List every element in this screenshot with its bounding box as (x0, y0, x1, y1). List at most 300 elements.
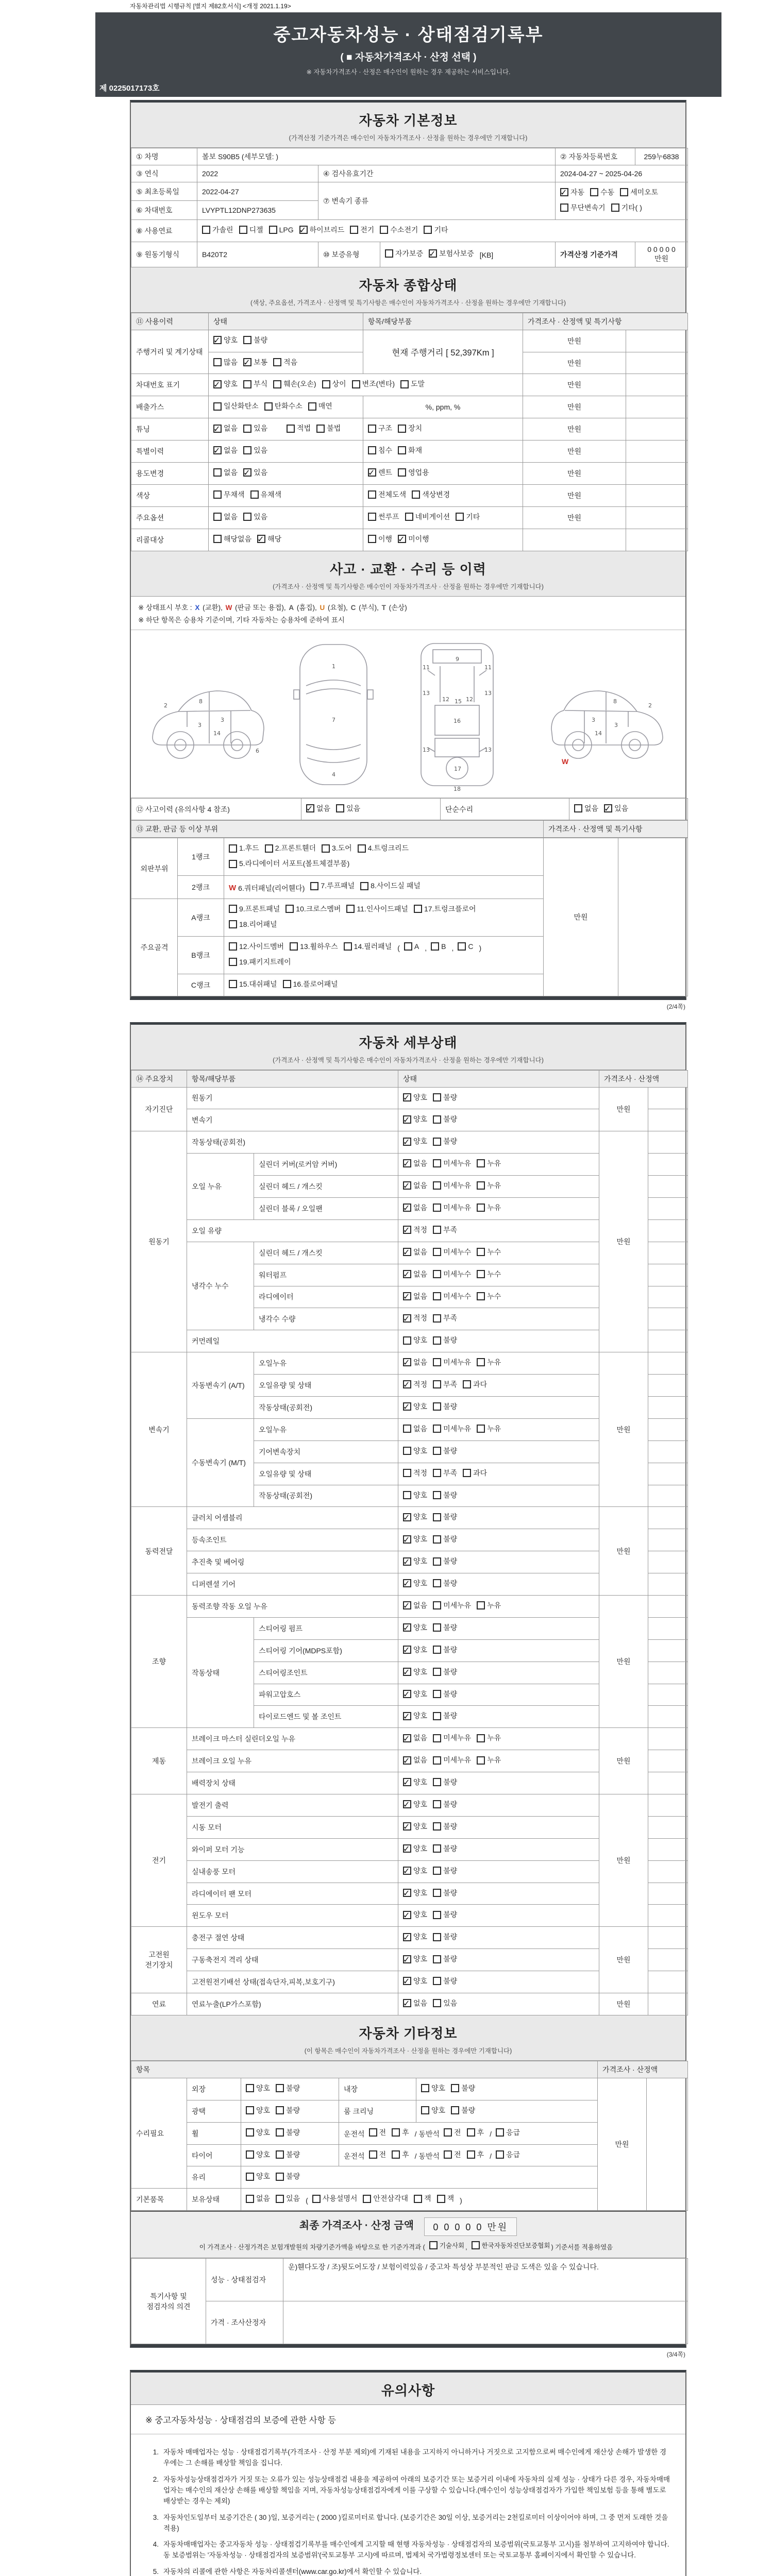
checkbox-option[interactable] (336, 802, 360, 816)
checkbox-option[interactable] (398, 466, 429, 480)
checkbox-option[interactable] (246, 2104, 270, 2117)
price-cell: 만원 (523, 440, 626, 463)
checkbox-option[interactable] (322, 841, 352, 855)
checkbox-option[interactable] (276, 2081, 300, 2095)
checkbox-option[interactable] (276, 2104, 300, 2117)
checkbox-option[interactable] (403, 1621, 427, 1635)
checkbox-option[interactable] (398, 444, 422, 457)
checkbox-option[interactable] (433, 1290, 471, 1303)
checkbox-option[interactable] (433, 1798, 457, 1811)
checkbox-option[interactable] (368, 466, 392, 480)
checkbox-option[interactable] (414, 902, 476, 916)
checkbox-option[interactable] (437, 2192, 455, 2206)
checkbox-option[interactable] (213, 532, 251, 546)
cell (209, 330, 363, 352)
checkbox-option[interactable] (243, 377, 267, 391)
checkbox-option[interactable] (451, 2104, 475, 2117)
checkbox-option[interactable] (243, 444, 267, 457)
checkbox-option[interactable] (456, 510, 480, 524)
checkbox-option[interactable] (477, 1179, 501, 1193)
checkbox-option[interactable] (213, 466, 238, 480)
checkbox-option[interactable] (246, 2148, 270, 2162)
checkbox-option[interactable] (243, 466, 267, 480)
cell (398, 1573, 599, 1596)
checkbox-option[interactable] (433, 1378, 457, 1392)
checkbox-option[interactable] (477, 1267, 501, 1281)
row-label: ① 차명 (131, 148, 197, 165)
cell: 워터펌프 (254, 1264, 398, 1286)
checkbox-option[interactable] (403, 1422, 427, 1436)
checkbox-option[interactable] (403, 1532, 427, 1546)
checkbox-option[interactable] (213, 444, 238, 457)
checkbox-option[interactable] (368, 488, 406, 502)
checkbox-option[interactable] (463, 1466, 487, 1480)
checkbox-option[interactable] (213, 333, 238, 347)
checkbox-option[interactable] (243, 510, 267, 524)
checkbox-option[interactable] (433, 1223, 457, 1237)
checkbox-label: 색상변경 (422, 490, 450, 499)
checkbox-option[interactable] (398, 421, 422, 435)
cell (648, 1595, 688, 1617)
checkbox-icon (433, 1999, 441, 2007)
cell (398, 1662, 599, 1684)
row-label: 차대번호 표기 (131, 374, 209, 396)
row-label: 룸 크리닝 (339, 2100, 416, 2122)
cell (209, 529, 363, 551)
cell (398, 1154, 599, 1176)
checkbox-option[interactable] (243, 421, 267, 435)
cell: LVYPTL12DNP273635 (197, 201, 318, 219)
checkbox-label: 없음 (256, 2194, 271, 2203)
checkbox-option[interactable] (380, 223, 418, 237)
checkbox-option[interactable] (269, 223, 294, 237)
checkbox-option[interactable] (433, 1709, 457, 1723)
checkbox-option[interactable] (403, 1599, 427, 1613)
checkbox-option[interactable] (403, 1775, 427, 1789)
checkbox-option[interactable] (246, 2126, 270, 2140)
checkbox-option[interactable] (604, 802, 628, 816)
checkbox-option[interactable] (369, 2148, 386, 2162)
checkbox-option[interactable] (346, 902, 408, 916)
checkbox-label: 전 (379, 2150, 386, 2159)
checkbox-option[interactable] (287, 421, 311, 435)
checkbox-option[interactable] (433, 1466, 457, 1480)
checkbox-label: 불량 (461, 2083, 476, 2092)
checkbox-option[interactable] (276, 2126, 300, 2140)
checkbox-option[interactable] (358, 841, 409, 855)
row-label: 주요골격 (131, 899, 178, 996)
cell: 2022 (197, 165, 318, 182)
checkbox-option[interactable] (467, 2126, 484, 2140)
checkbox-icon (213, 490, 222, 499)
checkbox-option[interactable] (403, 1577, 427, 1590)
checkbox-option[interactable] (444, 2148, 461, 2162)
checkbox-option[interactable] (433, 1532, 457, 1546)
checkbox-option[interactable] (433, 1864, 457, 1878)
checkbox-option[interactable] (403, 1157, 427, 1171)
cell (648, 1507, 688, 1529)
checkbox-icon (477, 1248, 485, 1256)
checkbox-label: 디젤 (249, 225, 263, 234)
checkbox-option[interactable] (368, 444, 392, 457)
checkbox-option[interactable] (273, 355, 297, 369)
checkbox-label: 양호 (413, 1689, 428, 1698)
checkbox-option[interactable] (213, 510, 238, 524)
cell (398, 1440, 599, 1463)
checkbox-option[interactable] (433, 1731, 471, 1745)
checkbox-option[interactable] (276, 2192, 300, 2206)
checkbox-option[interactable] (239, 223, 263, 237)
cell (398, 1396, 599, 1418)
checkbox-option[interactable] (433, 1267, 471, 1281)
checkbox-option[interactable] (403, 1864, 427, 1878)
checkbox-option[interactable] (202, 223, 233, 237)
row-label: ③ 연식 (131, 165, 197, 182)
checkbox-option[interactable] (467, 2148, 484, 2162)
checkbox-option[interactable] (403, 1091, 427, 1105)
checkbox-option[interactable] (403, 1355, 427, 1369)
cell (648, 1375, 688, 1397)
checkbox-option[interactable] (385, 247, 423, 261)
checkbox-option[interactable] (403, 1245, 427, 1259)
checkbox-option[interactable] (352, 377, 395, 391)
checkbox-option[interactable] (392, 2126, 409, 2140)
checkbox-option[interactable] (369, 2126, 386, 2140)
checkbox-option[interactable] (316, 421, 341, 435)
checkbox-icon (412, 490, 420, 499)
checkbox-option[interactable] (229, 902, 280, 916)
checkbox-label: 해당없음 (224, 534, 252, 543)
checkbox-option[interactable] (276, 2148, 300, 2162)
checkbox-option[interactable] (611, 201, 642, 215)
checkbox-option[interactable] (433, 1930, 457, 1944)
cell (648, 1573, 688, 1596)
checkbox-option[interactable] (433, 1599, 471, 1613)
checkbox-option[interactable] (403, 1709, 427, 1723)
checkbox-option[interactable] (433, 1820, 457, 1834)
checkbox-option[interactable] (433, 1245, 471, 1259)
checkbox-label: 한국자동차진단보증협회 (481, 2242, 550, 2250)
checkbox-option[interactable] (403, 1290, 427, 1303)
checkbox-option[interactable] (403, 1267, 427, 1281)
checkbox-option[interactable] (229, 881, 305, 896)
checkbox-option[interactable] (433, 1908, 457, 1922)
checkbox-option[interactable] (477, 1731, 501, 1745)
checkbox-icon (369, 2128, 377, 2137)
checkbox-label: 응급 (506, 2150, 520, 2159)
checkbox-option[interactable] (403, 1134, 427, 1148)
checkbox-option[interactable] (424, 223, 448, 237)
checkbox-option[interactable] (243, 333, 267, 347)
checkbox-icon (433, 1226, 441, 1234)
checkbox-option[interactable] (273, 377, 316, 391)
checkbox-option[interactable] (246, 2081, 270, 2095)
checkbox-option[interactable] (403, 1753, 427, 1767)
checkbox-option[interactable] (421, 2081, 445, 2095)
checkbox-option[interactable] (403, 1974, 427, 1988)
checkbox-option[interactable] (403, 1687, 427, 1701)
checkbox-icon (312, 2195, 321, 2203)
checkbox-option[interactable] (433, 1157, 471, 1171)
weld-mark-icon: W (229, 883, 237, 892)
checkbox-option[interactable] (412, 488, 450, 502)
checkbox-option[interactable] (403, 1378, 427, 1392)
checkbox-label: A (414, 942, 419, 951)
checkbox-icon (456, 513, 464, 521)
row-label: 수리필요 (131, 2078, 187, 2188)
checkbox-option[interactable] (306, 802, 330, 816)
checkbox-option[interactable] (229, 857, 349, 871)
checkbox-option[interactable] (590, 185, 614, 199)
checkbox-option[interactable] (433, 1621, 457, 1635)
legend-desc: (요철), (326, 603, 350, 612)
checkbox-option[interactable] (392, 2148, 409, 2162)
checkbox-option[interactable] (433, 1091, 457, 1105)
checkbox-icon (310, 882, 318, 890)
checkbox-option[interactable] (310, 879, 355, 893)
row-label: 1랭크 (178, 838, 224, 876)
checkbox-label: 양호 (413, 1955, 428, 1963)
checkbox-option[interactable] (429, 2241, 464, 2250)
checkbox-label: 렌트 (378, 468, 393, 477)
checkbox-option[interactable] (368, 421, 392, 435)
checkbox-option[interactable] (403, 1554, 427, 1568)
checkbox-option[interactable] (404, 940, 419, 954)
checkbox-label: 미세누유 (443, 1181, 472, 1190)
checkbox-option[interactable] (363, 2192, 408, 2206)
checkbox-option[interactable] (308, 399, 332, 413)
checkbox-option[interactable] (433, 1355, 471, 1369)
cell (209, 440, 363, 463)
checkbox-option[interactable] (403, 1488, 427, 1502)
checkbox-option[interactable] (477, 1245, 501, 1259)
checkbox-option[interactable] (560, 185, 584, 199)
inline-text: 이 가격조사 · 산정가격은 보험개발원의 차량기준가액을 바탕으로 한 기준가격과 ( (199, 2244, 425, 2251)
checkbox-icon (477, 1425, 485, 1433)
checkbox-checked-icon (403, 1535, 411, 1544)
checkbox-option[interactable] (421, 2104, 445, 2117)
checkbox-option[interactable] (574, 802, 598, 816)
checkbox-option[interactable] (496, 2126, 520, 2140)
checkbox-checked-icon (403, 1955, 411, 1963)
checkbox-option[interactable] (213, 488, 245, 502)
checkbox-option[interactable] (433, 1753, 471, 1767)
checkbox-option[interactable] (368, 532, 392, 546)
car-diagram-side-left (153, 691, 264, 758)
checkbox-option[interactable] (433, 1952, 457, 1966)
checkbox-option[interactable] (322, 377, 346, 391)
checkbox-option[interactable] (265, 841, 316, 855)
checkbox-option[interactable] (433, 1422, 471, 1436)
checkbox-option[interactable] (213, 377, 238, 391)
checkbox-option[interactable] (403, 1333, 427, 1347)
checkbox-option[interactable] (285, 902, 341, 916)
checkbox-option[interactable] (433, 1400, 457, 1414)
detail-condition-table (131, 1070, 685, 2015)
checkbox-option[interactable] (229, 841, 259, 855)
checkbox-option[interactable] (433, 1577, 457, 1590)
price-cell: 만원 (544, 838, 618, 996)
checkbox-option[interactable] (477, 1355, 501, 1369)
checkbox-option[interactable] (477, 1753, 501, 1767)
basic-info-grid (131, 148, 688, 267)
cell (363, 529, 523, 551)
checkbox-option[interactable] (250, 488, 282, 502)
cell (398, 1109, 599, 1131)
checkbox-option[interactable] (290, 940, 338, 954)
checkbox-option[interactable] (403, 1798, 427, 1811)
checkbox-option[interactable] (403, 1820, 427, 1834)
cell: 오일 누유 (187, 1154, 254, 1220)
checkbox-option[interactable] (360, 879, 421, 893)
checkbox-option[interactable] (433, 1643, 457, 1657)
device-group-label: 자기진단 (131, 1087, 187, 1131)
checkbox-option[interactable] (403, 1223, 427, 1237)
checkbox-option[interactable] (213, 421, 238, 435)
checkbox-label: 불량 (443, 1689, 458, 1698)
checkbox-option[interactable] (398, 532, 429, 546)
checkbox-option[interactable] (403, 1996, 427, 2010)
checkbox-icon (433, 1181, 441, 1190)
checkbox-option[interactable] (403, 1179, 427, 1193)
checkbox-icon (213, 513, 222, 521)
row-label: C랭크 (178, 974, 224, 996)
checkbox-option[interactable] (496, 2148, 520, 2162)
checkbox-option[interactable] (283, 977, 338, 991)
checkbox-option[interactable] (433, 1842, 457, 1856)
checkbox-option[interactable] (229, 918, 277, 931)
checkbox-option[interactable] (477, 1157, 501, 1171)
checkbox-option[interactable] (403, 1731, 427, 1745)
checkbox-option[interactable] (458, 940, 473, 954)
cell: 실린더 헤드 / 개스킷 (254, 1242, 398, 1264)
checkbox-option[interactable] (433, 1886, 457, 1900)
checkbox-option[interactable] (264, 399, 303, 413)
checkbox-label: 불량 (286, 2106, 300, 2114)
checkbox-option[interactable] (403, 1400, 427, 1414)
checkbox-option[interactable] (477, 1599, 501, 1613)
checkbox-label: 없음 (413, 1424, 428, 1433)
checkbox-option[interactable] (433, 1444, 457, 1458)
checkbox-option[interactable] (429, 247, 474, 261)
checkbox-option[interactable] (431, 940, 446, 954)
checkbox-option[interactable] (229, 940, 284, 954)
checkbox-option[interactable] (276, 2170, 300, 2183)
checkbox-option[interactable] (403, 1952, 427, 1966)
checkbox-option[interactable] (403, 1311, 427, 1325)
checkbox-option[interactable] (403, 1908, 427, 1922)
checkbox-checked-icon (403, 1270, 411, 1278)
checkbox-option[interactable] (213, 355, 238, 369)
checkbox-icon (477, 1159, 485, 1167)
checkbox-option[interactable] (243, 355, 267, 369)
checkbox-option[interactable] (433, 1510, 457, 1524)
checkbox-option[interactable] (477, 1290, 501, 1303)
other-header (131, 2015, 685, 2061)
checkbox-option[interactable] (403, 1510, 427, 1524)
panel-ranks-table (131, 838, 685, 996)
checkbox-option[interactable] (312, 2192, 358, 2206)
checkbox-option[interactable] (472, 2241, 550, 2250)
checkbox-option[interactable] (405, 510, 450, 524)
checkbox-option[interactable] (246, 2170, 270, 2183)
page-subnote: ※ 자동차가격조사 · 산정은 매수인이 원하는 경우 제공하는 서비스입니다. (306, 69, 511, 76)
checkbox-option[interactable] (620, 185, 658, 199)
checkbox-option[interactable] (403, 1201, 427, 1215)
checkbox-option[interactable] (403, 1842, 427, 1856)
checkbox-option[interactable] (444, 2126, 461, 2140)
checkbox-option[interactable] (344, 940, 392, 954)
checkbox-label: 누유 (487, 1734, 501, 1742)
checkbox-option[interactable] (403, 1665, 427, 1679)
checkbox-option[interactable] (433, 1112, 457, 1126)
checkbox-option[interactable] (477, 1201, 501, 1215)
checkbox-label: 미세누유 (443, 1756, 472, 1765)
checkbox-icon (477, 1292, 485, 1300)
cell (398, 1308, 599, 1330)
column-header: 항목/해당부품 (187, 1070, 398, 1087)
checkbox-icon (433, 1601, 441, 1609)
checkbox-option[interactable] (433, 1687, 457, 1701)
checkbox-option[interactable] (433, 1996, 457, 2010)
checkbox-option[interactable] (403, 1444, 427, 1458)
row-label: ⑩ 보증유형 (318, 242, 380, 267)
checkbox-option[interactable] (403, 1466, 427, 1480)
overall-note: (색상, 주요옵션, 가격조사 · 산정액 및 특기사항은 매수인이 자동차가격조사 · 산정을 원하는 경우에만 기재합니다) (250, 299, 566, 307)
checkbox-option[interactable] (229, 977, 277, 991)
checkbox-option[interactable] (414, 2192, 431, 2206)
checkbox-option[interactable] (433, 1974, 457, 1988)
checkbox-option[interactable] (403, 1930, 427, 1944)
checkbox-option[interactable] (229, 955, 291, 969)
cell (398, 1375, 599, 1397)
cell: 오일 유량 (187, 1219, 398, 1242)
cell (648, 1971, 688, 1993)
checkbox-label: 매연 (318, 402, 332, 411)
checkbox-option[interactable] (433, 1201, 471, 1215)
checkbox-option[interactable] (433, 1554, 457, 1568)
checkbox-option[interactable] (403, 1643, 427, 1657)
checkbox-option[interactable] (403, 1886, 427, 1900)
checkbox-option[interactable] (433, 1775, 457, 1789)
checkbox-option[interactable] (463, 1378, 487, 1392)
checkbox-option[interactable] (400, 377, 425, 391)
checkbox-option[interactable] (257, 532, 281, 546)
checkbox-option[interactable] (433, 1488, 457, 1502)
price-cell: 만원 (599, 1507, 648, 1596)
checkbox-option[interactable] (433, 1134, 457, 1148)
checkbox-option[interactable] (560, 201, 606, 215)
checkbox-option[interactable] (433, 1665, 457, 1679)
checkbox-icon (405, 513, 413, 521)
checkbox-option[interactable] (350, 223, 374, 237)
inline-text: 운전석 (344, 2129, 365, 2138)
checkbox-option[interactable] (433, 1333, 457, 1347)
checkbox-label: 불량 (443, 1115, 458, 1124)
checkbox-option[interactable] (451, 2081, 475, 2095)
detail-condition-grid (131, 1070, 688, 2015)
checkbox-option[interactable] (213, 399, 259, 413)
checkbox-option[interactable] (246, 2192, 270, 2206)
checkbox-option[interactable] (299, 223, 345, 237)
checkbox-option[interactable] (477, 1422, 501, 1436)
checkbox-option[interactable] (433, 1179, 471, 1193)
cell (398, 1684, 599, 1706)
checkbox-option[interactable] (403, 1112, 427, 1126)
checkbox-option[interactable] (368, 510, 399, 524)
checkbox-icon (322, 844, 330, 853)
checkbox-option[interactable] (433, 1311, 457, 1325)
